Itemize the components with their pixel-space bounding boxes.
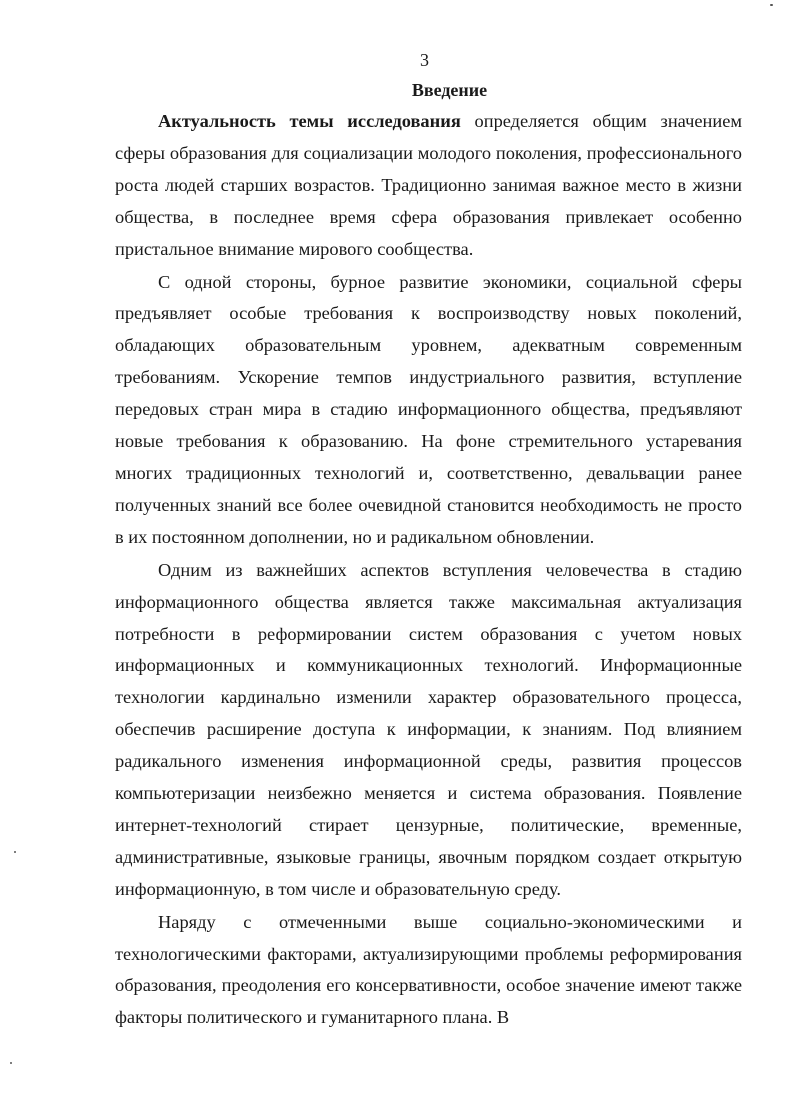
paragraph-lead: Актуальность темы исследования <box>158 111 461 131</box>
paragraph-4: Наряду с отмеченными выше социально-экономическими и технологическими факторами, актуализирующими проблемы реформирования образования, преодоления его консервативности, особое значение имеют также факторы политического и гуманитарного плана. В <box>115 911 742 1028</box>
paragraph-1 <box>115 106 742 266</box>
page-title: Введение <box>411 80 488 100</box>
paragraph-text: определяется общим значением сферы образования для социализации молодого поколения, профессионального роста людей старших возрастов. Традиционно занимая важное место в жизни общества, в последнее время сфера образования привлекает особенно пристальное внимание мирового сообщества. <box>115 111 742 259</box>
page-number: 3 <box>420 50 429 70</box>
scan-speck <box>14 851 16 853</box>
body-text <box>115 106 742 1034</box>
paragraph-3: Одним из важнейших аспектов вступления человечества в стадию информационного общества является также максимальная актуализация потребности в реформировании систем образования с учетом новых информационных и коммуникационных технологий. Информационные технологии кардинально изменили характер образовательного процесса, обеспечив расширение доступа к информации, к знаниям. Под влиянием радикального изменения информационной среды, развития процессов компьютеризации неизбежно меняется и система образования. Появление интернет-технологий стирает цензурные, политические, временные, административные, языковые границы, явочным порядком создает открытую информационную, в том числе и образовательную среду. <box>115 559 742 899</box>
paragraph-2: С одной стороны, бурное развитие экономики, социальной сферы предъявляет особые требования к воспроизводству новых поколений, обладающих образовательным уровнем, адекватным современным требованиям. Ускорение темпов индустриального развития, вступление передовых стран мира в стадию информационного общества, предъявляют новые требования к образованию. На фоне стремительного устаревания многих традиционных технологий и, соответственно, девальвации ранее полученных знаний все более очевидной становится необходимость не просто в их постоянном дополнении, но и радикальном обновлении. <box>115 271 742 547</box>
scan-speck <box>10 1062 12 1064</box>
scan-speck <box>770 4 773 6</box>
